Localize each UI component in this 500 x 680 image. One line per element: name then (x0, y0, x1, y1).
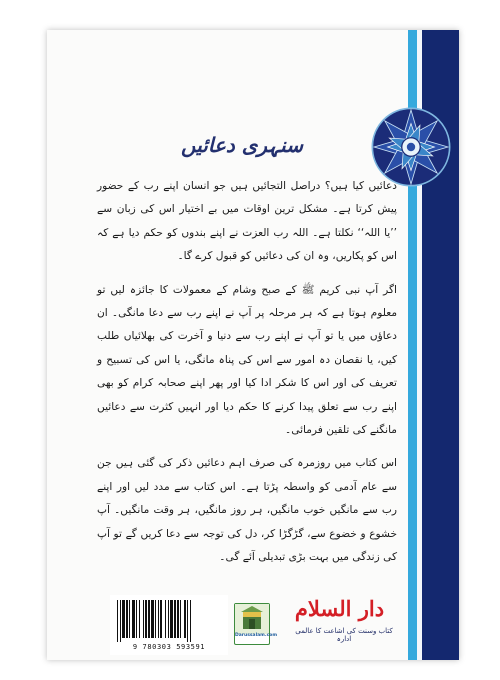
book-back-cover (47, 30, 459, 660)
kaaba-badge-icon (234, 603, 278, 645)
description-paragraph: اگر آپ نبی کریم ﷺ کے صبح وشام کے معمولات کا جائزہ لیں تو معلوم ہوتا ہے کہ ہر مرحلہ پر آپ نے اپنے رب سے دعا مانگی۔ ان دعاؤں میں یا تو آپ نے اپنے رب سے دنیا و آخرت کی بھلائیاں طلب کیں، یا نقصان دہ امور سے اس کی پناہ مانگی، یا اس کی تسبیح و تعریف کی اور اس کا شکر ادا کیا اور پھر اپنے صحابہ کرام کو بھی اپنے رب سے تعلق پیدا کرنے کا حکم دیا اور انہیں کثرت سے دعائیں مانگنے کی تلقین فرمائی۔ (97, 283, 397, 437)
isbn-number: 9 780303 593591 (132, 643, 206, 651)
badge-emblem (235, 604, 269, 634)
description-paragraph: دعائیں کیا ہیں؟ دراصل التجائیں ہیں جو انسان اپنے رب کے حضور پیش کرتا ہے۔ مشکل ترین اوقات میں بے اختیار اس کی زبان سے ’’یا اللہ‘‘ نکلتا ہے۔ اللہ رب العزت نے اپنے بندوں کو حکم دیا ہے کہ اس کو پکاریں، وہ ان کی دعائیں کو قبول کرے گا۔ (97, 180, 397, 263)
description-paragraph: اس کتاب میں روزمرہ کی صرف اہم دعائیں ذکر کی گئی ہیں جن سے عام آدمی کو واسطہ پڑتا ہے۔ اس کتاب سے مدد لیں اور اپنے رب سے مانگیں خوب مانگیں، ہر روز مانگیں، ہر وقت مانگیں۔ آپ خشوع و خضوع سے، گڑگڑا کر، دل کی توجہ سے دعا کریں گے تو آپ کی زندگی میں بہت بڑی تبدیلی آئے گی۔ (97, 457, 397, 564)
barcode-bars (113, 598, 225, 642)
publisher-tagline: کتاب وسنت کی اشاعت کا عالمی ادارہ (295, 627, 393, 643)
barcode (110, 595, 228, 655)
book-title: سنہری دعائیں (181, 133, 303, 157)
publisher-name: دار السلام (294, 596, 385, 621)
publisher-logo (287, 596, 402, 646)
badge-label: Darussalam.com (235, 633, 278, 638)
cover-description (97, 175, 397, 580)
